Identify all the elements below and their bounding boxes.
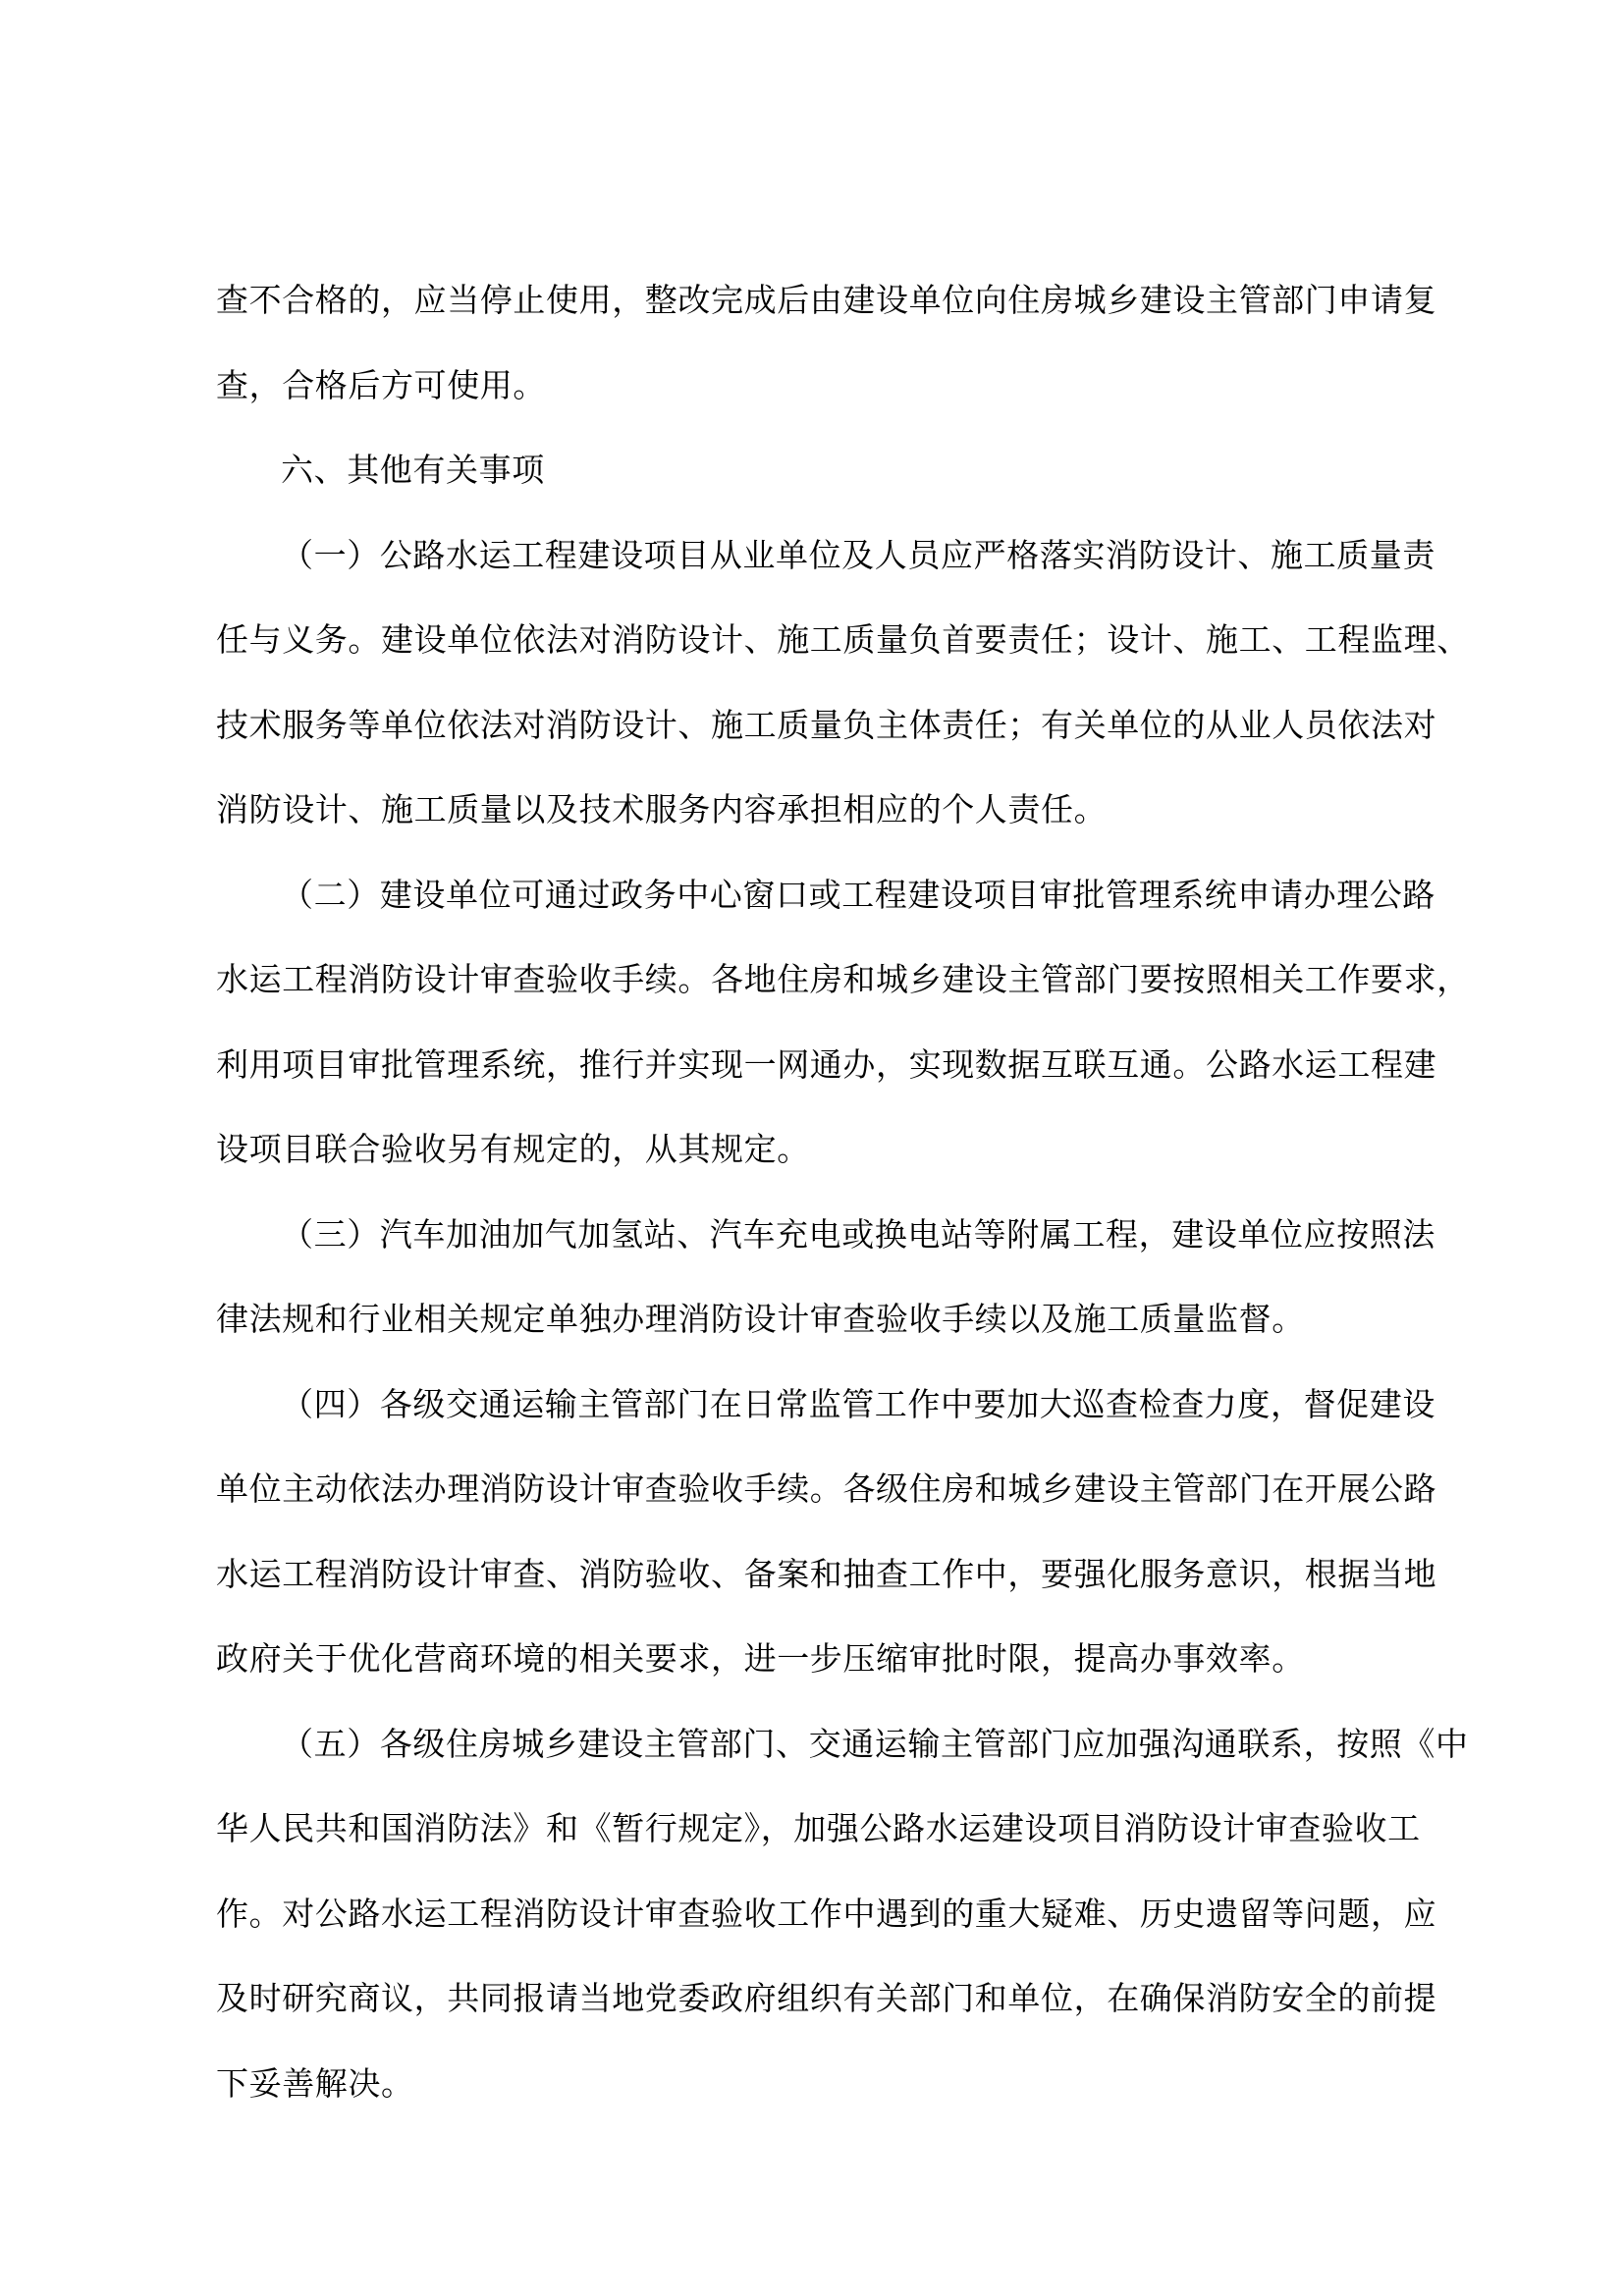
body-line: 技术服务等单位依法对消防设计、施工质量负主体责任；有关单位的从业人员依法对 [216,705,1437,744]
body-line: 政府关于优化营商环境的相关要求，进一步压缩审批时限，提高办事效率。 [216,1639,1305,1678]
body-line: 消防设计、施工质量以及技术服务内容承担相应的个人责任。 [216,790,1108,828]
body-line: 作。对公路水运工程消防设计审查验收工作中遇到的重大疑难、历史遗留等问题，应 [216,1894,1437,1933]
paragraph-start: （五）各级住房城乡建设主管部门、交通运输主管部门应加强沟通联系，按照《中 [281,1724,1469,1763]
body-line: 水运工程消防设计审查、消防验收、备案和抽查工作中，要强化服务意识，根据当地 [216,1554,1437,1593]
body-line: 任与义务。建设单位依法对消防设计、施工质量负首要责任；设计、施工、工程监理、 [216,620,1470,659]
paragraph-start: （三）汽车加油加气加氢站、汽车充电或换电站等附属工程，建设单位应按照法 [281,1214,1435,1254]
body-line: 华人民共和国消防法》和《暂行规定》，加强公路水运建设项目消防设计审查验收工 [216,1809,1421,1847]
body-line: 利用项目审批管理系统，推行并实现一网通办，实现数据互联互通。公路水运工程建 [216,1044,1437,1084]
body-line: 水运工程消防设计审查验收手续。各地住房和城乡建设主管部门要按照相关工作要求， [216,960,1470,998]
body-line: 设项目联合验收另有规定的，从其规定。 [216,1130,810,1168]
paragraph-start: （四）各级交通运输主管部门在日常监管工作中要加大巡查检查力度，督促建设 [281,1384,1435,1423]
document-body [216,258,1470,2126]
body-line: 查不合格的，应当停止使用，整改完成后由建设单位向住房城乡建设主管部门申请复 [216,281,1437,319]
body-line: 单位主动依法办理消防设计审查验收手续。各级住房和城乡建设主管部门在开展公路 [216,1469,1437,1508]
body-line: 查，合格后方可使用。 [216,365,546,404]
section-heading: 六、其他有关事项 [281,451,545,489]
body-line: 律法规和行业相关规定单独办理消防设计审查验收手续以及施工质量监督。 [216,1300,1305,1338]
body-line: 下妥善解决。 [216,2063,414,2103]
body-line: 及时研究商议，共同报请当地党委政府组织有关部门和单位，在确保消防安全的前提 [216,1979,1437,2017]
paragraph-start: （二）建设单位可通过政务中心窗口或工程建设项目审批管理系统申请办理公路 [281,875,1435,914]
paragraph-start: （一）公路水运工程建设项目从业单位及人员应严格落实消防设计、施工质量责 [281,535,1435,574]
